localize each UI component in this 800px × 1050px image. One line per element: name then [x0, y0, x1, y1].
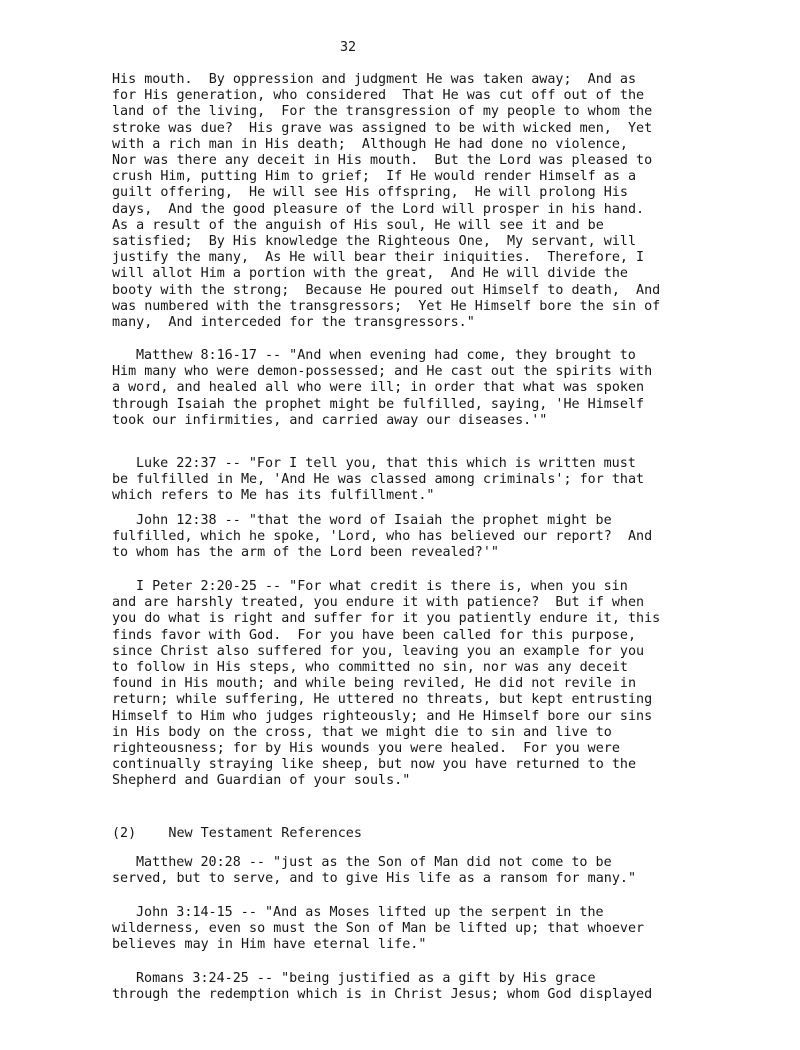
text-line: Him many who were demon-possessed; and He cast out the spirits with — [112, 364, 653, 380]
text-line: booty with the strong; Because He poured out Himself to death, And — [112, 282, 661, 298]
text-line: continually straying like sheep, but now you have returned to the — [112, 757, 637, 773]
text-line: was numbered with the transgressors; Yet He Himself bore the sin of — [112, 298, 661, 314]
text-line: a word, and healed all who were ill; in order that what was spoken — [112, 380, 645, 396]
text-line: days, And the good pleasure of the Lord will prosper in his hand. — [112, 201, 645, 217]
text-line: finds favor with God. For you have been called for this purpose, — [112, 627, 637, 643]
text-line: wilderness, even so must the Son of Man be lifted up; that whoever — [112, 921, 645, 937]
matthew-8-passage — [112, 348, 712, 429]
text-line: in His body on the cross, that we might die to sin and live to — [112, 724, 612, 740]
text-line: crush Him, putting Him to grief; If He would render Himself as a — [112, 169, 637, 185]
text-line: land of the living, For the transgression of my people to whom the — [112, 104, 653, 120]
text-line: many, And interceded for the transgressors." — [112, 315, 475, 331]
john-12-passage — [112, 513, 712, 562]
text-line: Matthew 20:28 -- "just as the Son of Man did not come to be — [136, 855, 612, 870]
text-line: took our infirmities, and carried away our diseases.'" — [112, 412, 548, 428]
text-line: which refers to Me has its fulfillment." — [112, 488, 435, 504]
text-line: Romans 3:24-25 -- "being justified as a gift by His grace — [136, 971, 596, 986]
text-line: since Christ also suffered for you, leaving you an example for you — [112, 643, 645, 659]
text-line: Matthew 8:16-17 -- "And when evening had come, they brought to — [136, 348, 636, 363]
text-line: stroke was due? His grave was assigned to be with wicked men, Yet — [112, 120, 653, 136]
text-line: fulfilled, which he spoke, 'Lord, who has believed our report? And — [112, 529, 653, 545]
text-line: satisfied; By His knowledge the Righteous One, My servant, will — [112, 234, 637, 250]
text-line: with a rich man in His death; Although He had done no violence, — [112, 136, 628, 152]
text-line: through the redemption which is in Christ Jesus; whom God displayed — [112, 987, 653, 1003]
luke-22-passage — [112, 456, 712, 505]
text-line: guilt offering, He will see His offspring, He will prolong His — [112, 185, 628, 201]
text-line: justify the many, As He will bear their iniquities. Therefore, I — [112, 250, 645, 266]
text-line: His mouth. By oppression and judgment He was taken away; And as — [112, 72, 637, 87]
text-line: believes may in Him have eternal life." — [112, 937, 427, 953]
matthew-20-passage — [112, 855, 712, 887]
text-line: and are harshly treated, you endure it with patience? But if when — [112, 595, 645, 611]
text-line: As a result of the anguish of His soul, He will see it and be — [112, 217, 604, 233]
text-line: through Isaiah the prophet might be fulfilled, saying, 'He Himself — [112, 396, 645, 412]
section-heading: (2) New Testament References — [112, 826, 362, 841]
page-number: 32 — [340, 40, 357, 55]
john-3-passage — [112, 905, 712, 954]
text-line: return; while suffering, He uttered no threats, but kept entrusting — [112, 692, 653, 708]
text-line: you do what is right and suffer for it you patiently endure it, this — [112, 611, 661, 627]
text-line: to whom has the arm of the Lord been revealed?'" — [112, 545, 499, 561]
text-line: Luke 22:37 -- "For I tell you, that this which is written must — [136, 456, 636, 471]
isaiah-passage — [112, 72, 712, 331]
text-line: Shepherd and Guardian of your souls." — [112, 773, 411, 789]
text-line: will allot Him a portion with the great, And He will divide the — [112, 266, 628, 282]
text-line: John 12:38 -- "that the word of Isaiah the prophet might be — [136, 513, 612, 528]
romans-3-passage — [112, 971, 712, 1003]
text-line: to follow in His steps, who committed no sin, nor was any deceit — [112, 660, 628, 676]
text-line: be fulfilled in Me, 'And He was classed among criminals'; for that — [112, 472, 645, 488]
text-line: for His generation, who considered That He was cut off out of the — [112, 88, 645, 104]
peter-2-passage — [112, 579, 712, 790]
text-line: Himself to Him who judges righteously; and He Himself bore our sins — [112, 708, 653, 724]
text-line: I Peter 2:20-25 -- "For what credit is there is, when you sin — [136, 579, 628, 594]
text-line: served, but to serve, and to give His life as a ransom for many." — [112, 871, 637, 887]
text-line: found in His mouth; and while being reviled, He did not revile in — [112, 676, 637, 692]
text-line: Nor was there any deceit in His mouth. But the Lord was pleased to — [112, 153, 653, 169]
text-line: John 3:14-15 -- "And as Moses lifted up the serpent in the — [136, 905, 604, 920]
text-line: righteousness; for by His wounds you were healed. For you were — [112, 741, 620, 757]
